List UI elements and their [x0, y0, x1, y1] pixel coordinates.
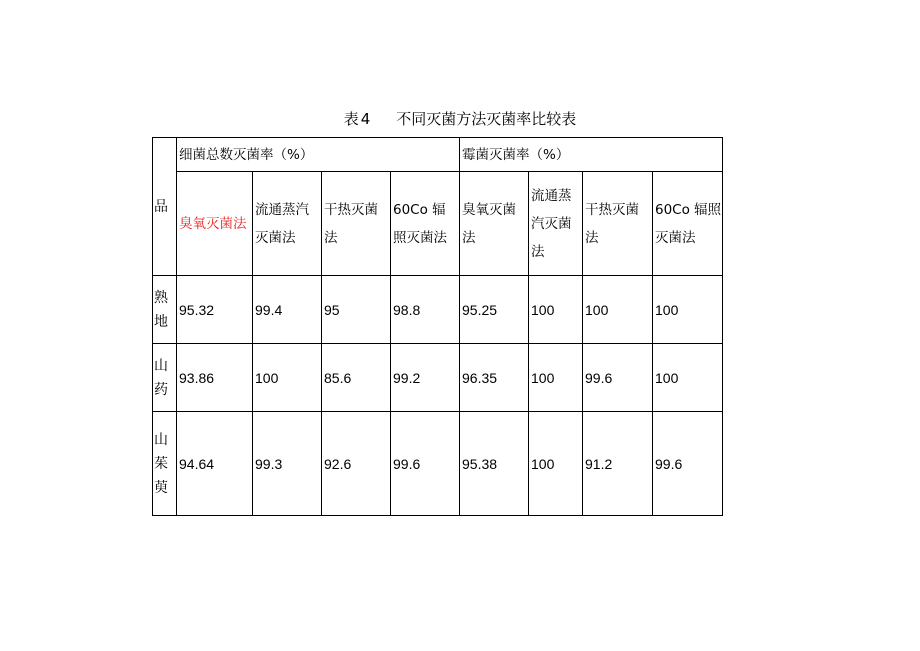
- table-cell: 99.4: [253, 276, 322, 344]
- table-cell: 94.64: [177, 412, 253, 516]
- method-header-mold-steam: 流通蒸汽灭菌法: [529, 172, 583, 276]
- caption-label: 表: [343, 110, 359, 128]
- row-name: 熟地: [153, 276, 177, 344]
- header-row-groups: [153, 138, 723, 172]
- table-row: [153, 276, 723, 344]
- table-cell: 91.2: [583, 412, 653, 516]
- table-row: [153, 344, 723, 412]
- table-cell: 99.2: [391, 344, 460, 412]
- table-cell: 98.8: [391, 276, 460, 344]
- table-cell: 95.32: [177, 276, 253, 344]
- table-cell: 99.6: [583, 344, 653, 412]
- row-name: 山茱萸: [153, 412, 177, 516]
- table-caption: [0, 108, 920, 130]
- table-cell: 99.6: [391, 412, 460, 516]
- table-cell: 100: [583, 276, 653, 344]
- group-header-mold: 霉菌灭菌率（%）: [460, 138, 723, 172]
- sterilization-table: [152, 137, 723, 516]
- caption-title: 不同灭菌方法灭菌率比较表: [396, 110, 577, 128]
- table-cell: 100: [653, 344, 723, 412]
- table-row: [153, 412, 723, 516]
- method-header-bacteria-ozone: 臭氧灭菌法: [177, 172, 253, 276]
- method-header-bacteria-co60: 60Co 辐照灭菌法: [391, 172, 460, 276]
- method-header-mold-co60: 60Co 辐照灭菌法: [653, 172, 723, 276]
- table-cell: 95: [322, 276, 391, 344]
- row-name: 山药: [153, 344, 177, 412]
- table-cell: 100: [253, 344, 322, 412]
- table-cell: 100: [653, 276, 723, 344]
- table-cell: 96.35: [460, 344, 529, 412]
- table-cell: 100: [529, 344, 583, 412]
- table-cell: 95.25: [460, 276, 529, 344]
- header-row-methods: [153, 172, 723, 276]
- table-cell: 100: [529, 276, 583, 344]
- table-cell: 93.86: [177, 344, 253, 412]
- corner-cell: 品: [153, 138, 177, 276]
- table-cell: 100: [529, 412, 583, 516]
- method-header-bacteria-steam: 流通蒸汽灭菌法: [253, 172, 322, 276]
- table-cell: 99.3: [253, 412, 322, 516]
- caption-number: 4: [360, 110, 371, 128]
- table-cell: 92.6: [322, 412, 391, 516]
- table-cell: 85.6: [322, 344, 391, 412]
- table-cell: 95.38: [460, 412, 529, 516]
- table-cell: 99.6: [653, 412, 723, 516]
- method-header-mold-ozone: 臭氧灭菌法: [460, 172, 529, 276]
- group-header-bacteria: 细菌总数灭菌率（%）: [177, 138, 460, 172]
- method-header-bacteria-dry-heat: 干热灭菌法: [322, 172, 391, 276]
- method-header-mold-dry-heat: 干热灭菌法: [583, 172, 653, 276]
